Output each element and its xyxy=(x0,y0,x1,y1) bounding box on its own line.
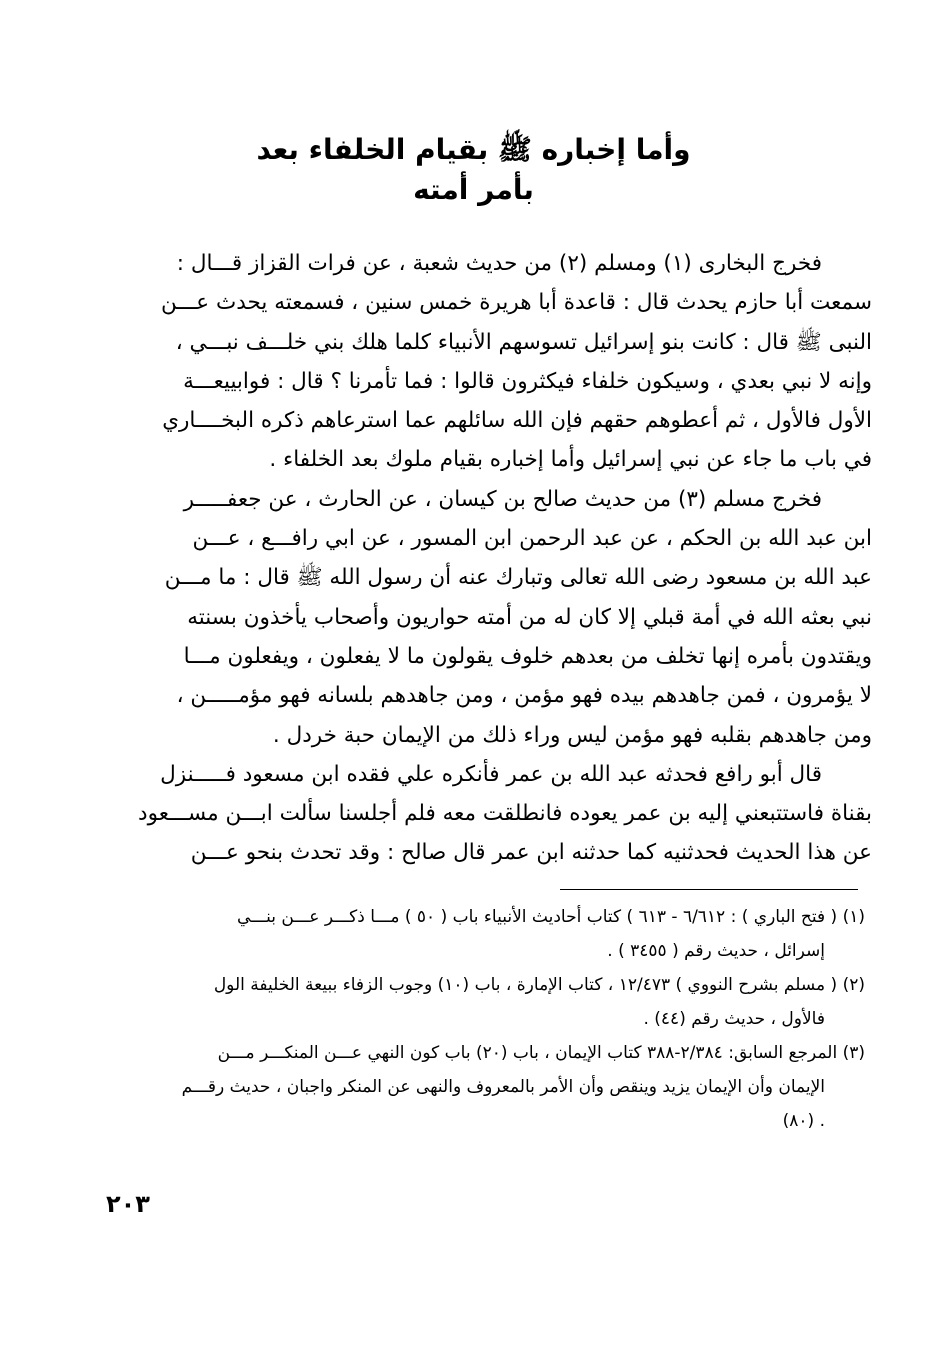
paragraph-2 xyxy=(127,480,872,755)
footnote-line: (٣) المرجع السابق: ٢/٣٨٤-٣٨٨ كتاب الإيمان ، باب (٢٠) باب كون النهي عـــن المنكـــر مـــن xyxy=(217,1043,865,1063)
section-title-line-2: بأمر أمته xyxy=(413,173,534,206)
paragraph-3 xyxy=(127,755,872,873)
text-line: الأول فالأول ، ثم أعطوهم حقهم فإن الله سائلهم عما استرعاهم ذكره البخــــاري xyxy=(162,408,872,434)
text-line: قال أبو رافع فحدثه عبد الله بن عمر فأنكره علي فقده ابن مسعود فـــــنزل xyxy=(160,761,822,787)
text-line: ومن جاهدهم بقلبه فهو مؤمن ليس وراء ذلك من الإيمان حبة خردل . xyxy=(272,722,872,748)
text-line: نبي بعثه الله في أمة قبلي إلا كان له من أمته حواريون وأصحاب يأخذون بسنته xyxy=(187,604,872,630)
text-line: لا يؤمرون ، فمن جاهدهم بيده فهو مؤمن ، ومن جاهدهم بلسانه فهو مؤمـــــن ، xyxy=(176,683,872,709)
footnote-line: فالأول ، حديث رقم (٤٤) . xyxy=(643,1009,825,1029)
footnote-2 xyxy=(120,968,865,1036)
section-title xyxy=(200,130,747,210)
footnote-1 xyxy=(120,900,865,968)
footnote-line: . (٨٠) xyxy=(782,1111,825,1131)
paragraph-1 xyxy=(127,244,872,480)
text-line: النبى ﷺ قال : كانت بنو إسرائيل تسوسهم الأنبياء كلما هلك بني خلـــف نبـــي ، xyxy=(175,329,872,355)
footnote-3 xyxy=(120,1036,865,1138)
text-line: سمعت أبا حازم يحدث قال : قاعدة أبا هريرة خمس سنين ، فسمعته يحدث عـــن xyxy=(161,290,872,316)
body-text xyxy=(127,244,872,873)
footnotes xyxy=(120,900,865,1138)
text-line: بقناة فاستتبعني إليه بن عمر يعوده فانطلقت معه فلم أجلسنا سألت ابـــن مســـعود xyxy=(138,801,872,827)
footnote-line: الإيمان وأن الإيمان يزيد وينقص وأن الأمر بالمعروف والنهى عن المنكر واجبان ، حديث رقـــم xyxy=(181,1077,825,1097)
page-number: ٢٠٣ xyxy=(106,1190,150,1218)
section-title-line-1: وأما إخباره ﷺ بقيام الخلفاء بعد xyxy=(256,133,691,166)
text-line: عن هذا الحديث فحدثنيه كما حدثنه ابن عمر قال صالح : وقد تحدث بنحو عـــن xyxy=(190,840,872,866)
footnote-line: (٢) ( مسلم بشرح النووي ) ١٢/٤٧٣ ، كتاب الإمارة ، باب (١٠) وجوب الزفاء ببيعة الخليفة الول xyxy=(213,975,865,995)
footnote-separator xyxy=(560,889,858,890)
text-line: ويقتدون بأمره إنها تخلف من بعدهم خلوف يقولون ما لا يفعلون ، ويفعلون مـــا xyxy=(183,643,872,669)
text-line: عبد الله بن مسعود رضى الله تعالى وتبارك عنه أن رسول الله ﷺ قال : ما مـــن xyxy=(164,565,872,591)
text-line: في باب ما جاء عن نبي إسرائيل وأما إخباره بقيام ملوك بعد الخلفاء . xyxy=(269,447,872,473)
footnote-line: (١) ( فتح الباري ) : ٦/٦١٢ - ٦١٣ ) كتاب أحاديث الأنبياء باب ( ٥٠ ) مـــا ذكـــر عـــن بنـــي xyxy=(237,907,865,927)
text-line: ابن عبد الله بن الحكم ، عن عبد الرحمن ابن المسور ، عن ابي رافـــع ، عـــن xyxy=(192,526,872,552)
footnote-line: إسرائل ، حديث رقم ( ٣٤٥٥ ) . xyxy=(607,941,825,961)
text-line: فخرج البخارى (١) ومسلم (٢) من حديث شعبة ، عن فرات القزاز قـــال : xyxy=(176,251,822,276)
text-line: فخرج مسلم (٣) من حديث صالح بن كيسان ، عن الحارث ، عن جعفـــــر xyxy=(183,486,822,512)
text-line: وإنه لا نبي بعدي ، وسيكون خلفاء فيكثرون قالوا : فما تأمرنا ؟ قال : فوابييعـــة xyxy=(183,368,872,394)
